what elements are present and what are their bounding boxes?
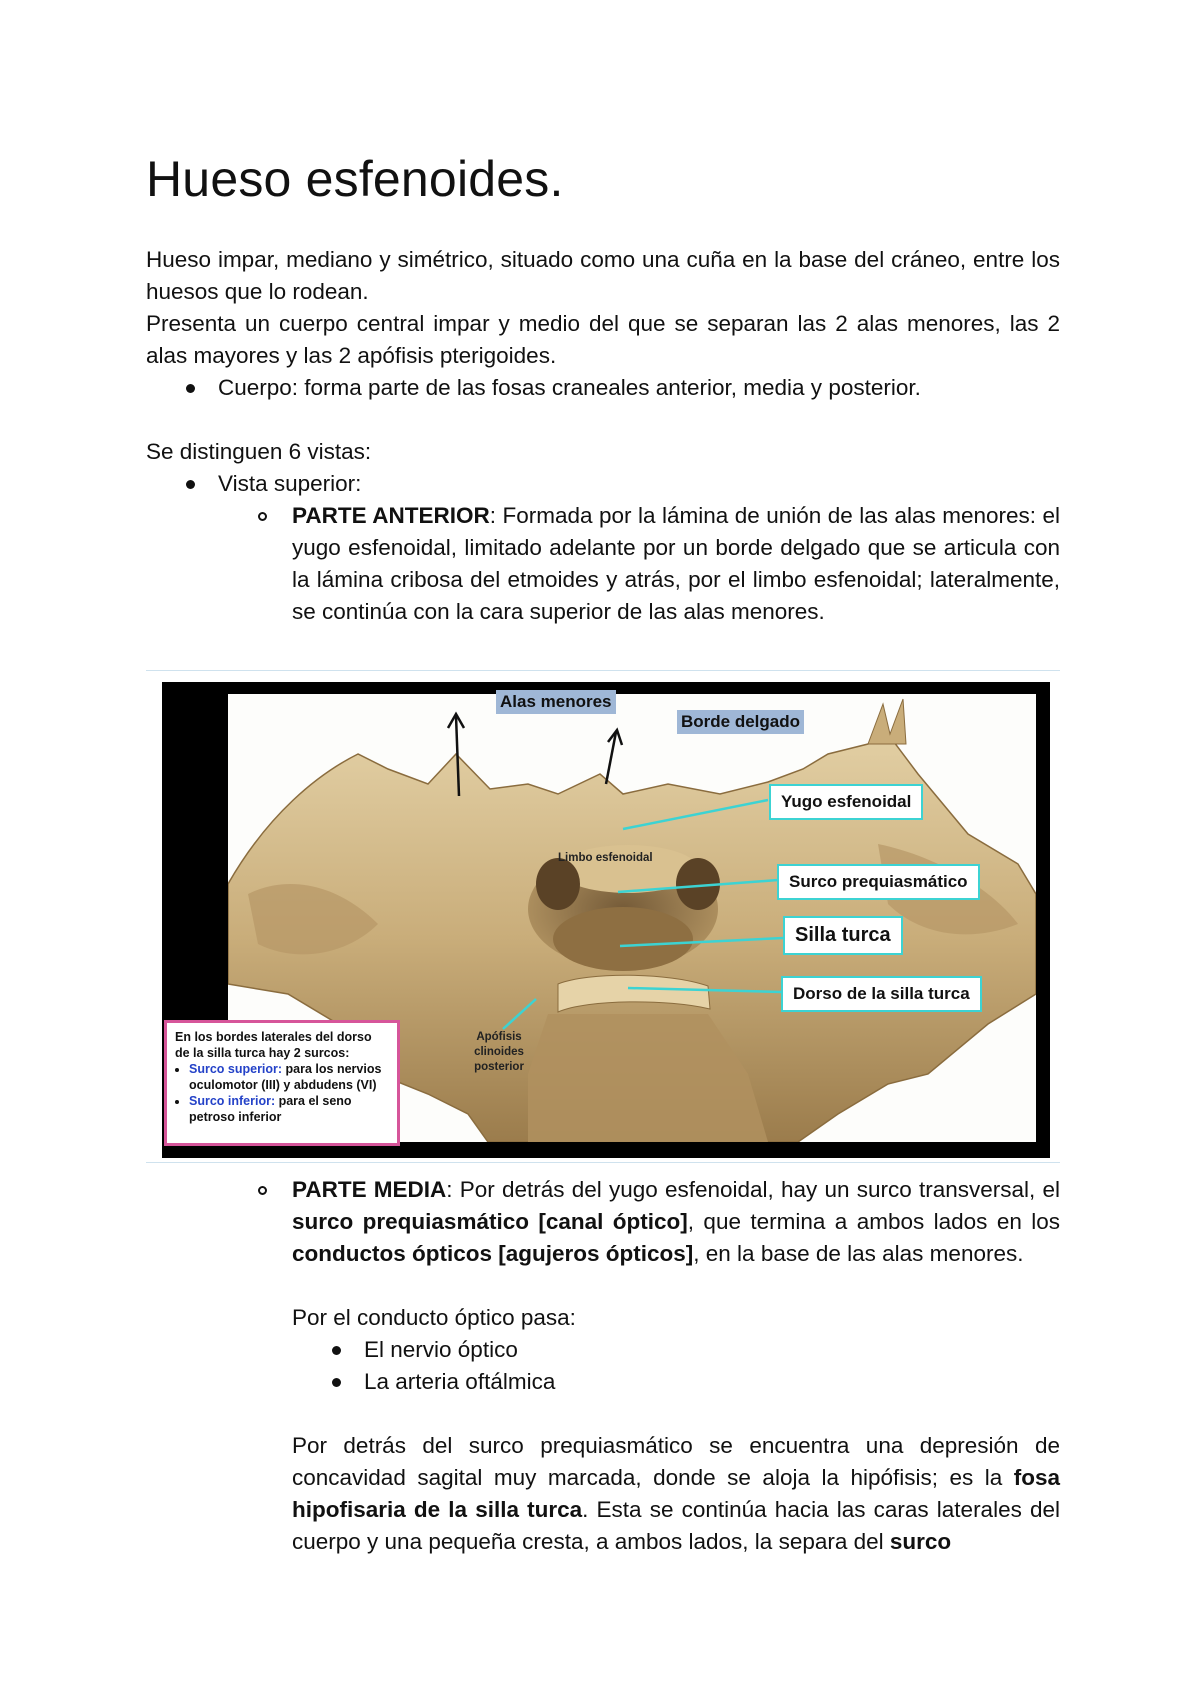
parte-media-paragraph	[292, 1174, 1060, 1270]
divider-line	[146, 1162, 1060, 1163]
parte-media-label: PARTE MEDIA	[292, 1177, 447, 1202]
parte-media-text-2: , que termina a ambos lados en los	[687, 1209, 1060, 1234]
label-apofisis-line3: posterior	[474, 1061, 524, 1073]
parte-anterior-text: : Formada por la lámina de unión de las alas menores: el yugo esfenoidal, limitado adelante por un borde delgado que se articula con la lámina cribosa del etmoides y atrás, por el limbo esfenoidal; lateralmente, se continúa con la cara superior de las alas menores.	[292, 503, 1060, 624]
parte-media-bold-2: conductos ópticos [agujeros ópticos]	[292, 1241, 694, 1266]
note-item1-text: para los nervios oculomotor (III) y abdudens (VI)	[189, 1062, 382, 1092]
intro-paragraph-1: Hueso impar, mediano y simétrico, situado como una cuña en la base del cráneo, entre los huesos que lo rodean.	[146, 247, 1060, 304]
bullet-ring-icon	[258, 512, 267, 521]
list-item-nervio-optico: El nervio óptico	[364, 1337, 518, 1362]
divider-line	[146, 670, 1060, 671]
bullet-dot-icon	[186, 480, 195, 489]
label-yugo-esfenoidal: Yugo esfenoidal	[769, 784, 923, 820]
sphenoid-figure	[162, 682, 1050, 1158]
list-item-arteria-oftalmica: La arteria oftálmica	[364, 1369, 556, 1394]
bullet-ring-icon	[258, 1186, 267, 1195]
label-surco-prequiasmatico: Surco prequiasmático	[777, 864, 980, 900]
parte-media-text-3: , en la base de las alas menores.	[693, 1241, 1024, 1266]
conducto-optico-pasa: Por el conducto óptico pasa:	[292, 1305, 576, 1330]
bullet-dot-icon	[332, 1346, 341, 1355]
label-dorso-silla-turca: Dorso de la silla turca	[781, 976, 982, 1012]
label-apofisis-clinoides	[454, 1030, 544, 1075]
page-title: Hueso esfenoides.	[146, 151, 564, 207]
parte-media-bold-1: surco prequiasmático [canal óptico]	[292, 1209, 688, 1234]
note-item1-label: Surco superior:	[189, 1062, 283, 1076]
bullet-cuerpo: Cuerpo: forma parte de las fosas craneales anterior, media y posterior.	[218, 375, 921, 400]
note-title: En los bordes laterales del dorso de la silla turca hay 2 surcos:	[175, 1030, 372, 1060]
note-item2-label: Surco inferior:	[189, 1094, 276, 1108]
final-text-1: Por detrás del surco prequiasmático se encuentra una depresión de concavidad sagital muy marcada, donde se aloja la hipófisis; es la	[292, 1433, 1060, 1490]
final-bold-1: fosa hipofisaria de la silla turca	[292, 1465, 1060, 1522]
note-item2-text: para el seno petroso inferior	[189, 1094, 352, 1124]
note-item-surco-superior	[189, 1061, 389, 1093]
parte-media-text-1: : Por detrás del yugo esfenoidal, hay un surco transversal, el	[446, 1177, 1060, 1202]
vistas-intro: Se distinguen 6 vistas:	[146, 439, 372, 464]
label-limbo-esfenoidal: Limbo esfenoidal	[558, 852, 653, 864]
note-box-surcos	[164, 1020, 400, 1146]
note-item-surco-inferior	[189, 1093, 389, 1125]
parte-anterior-paragraph	[292, 500, 1060, 628]
final-paragraph	[292, 1430, 1060, 1558]
bullet-dot-icon	[332, 1378, 341, 1387]
final-bold-2: surco	[889, 1529, 952, 1554]
label-silla-turca: Silla turca	[783, 916, 903, 955]
parte-anterior-label: PARTE ANTERIOR	[292, 503, 490, 528]
label-apofisis-line2: clinoides	[474, 1046, 524, 1058]
label-apofisis-line1: Apófisis	[476, 1031, 522, 1043]
label-borde-delgado: Borde delgado	[677, 710, 804, 734]
final-text-2: . Esta se continúa hacia las caras laterales del cuerpo y una pequeña cresta, a ambos lados, la separa del	[292, 1497, 1060, 1554]
intro-paragraph-2: Presenta un cuerpo central impar y medio del que se separan las 2 alas menores, las 2 alas mayores y las 2 apófisis pterigoides.	[146, 311, 1060, 368]
vista-superior-label: Vista superior:	[218, 471, 362, 496]
bullet-dot-icon	[186, 384, 195, 393]
label-alas-menores: Alas menores	[496, 690, 616, 714]
